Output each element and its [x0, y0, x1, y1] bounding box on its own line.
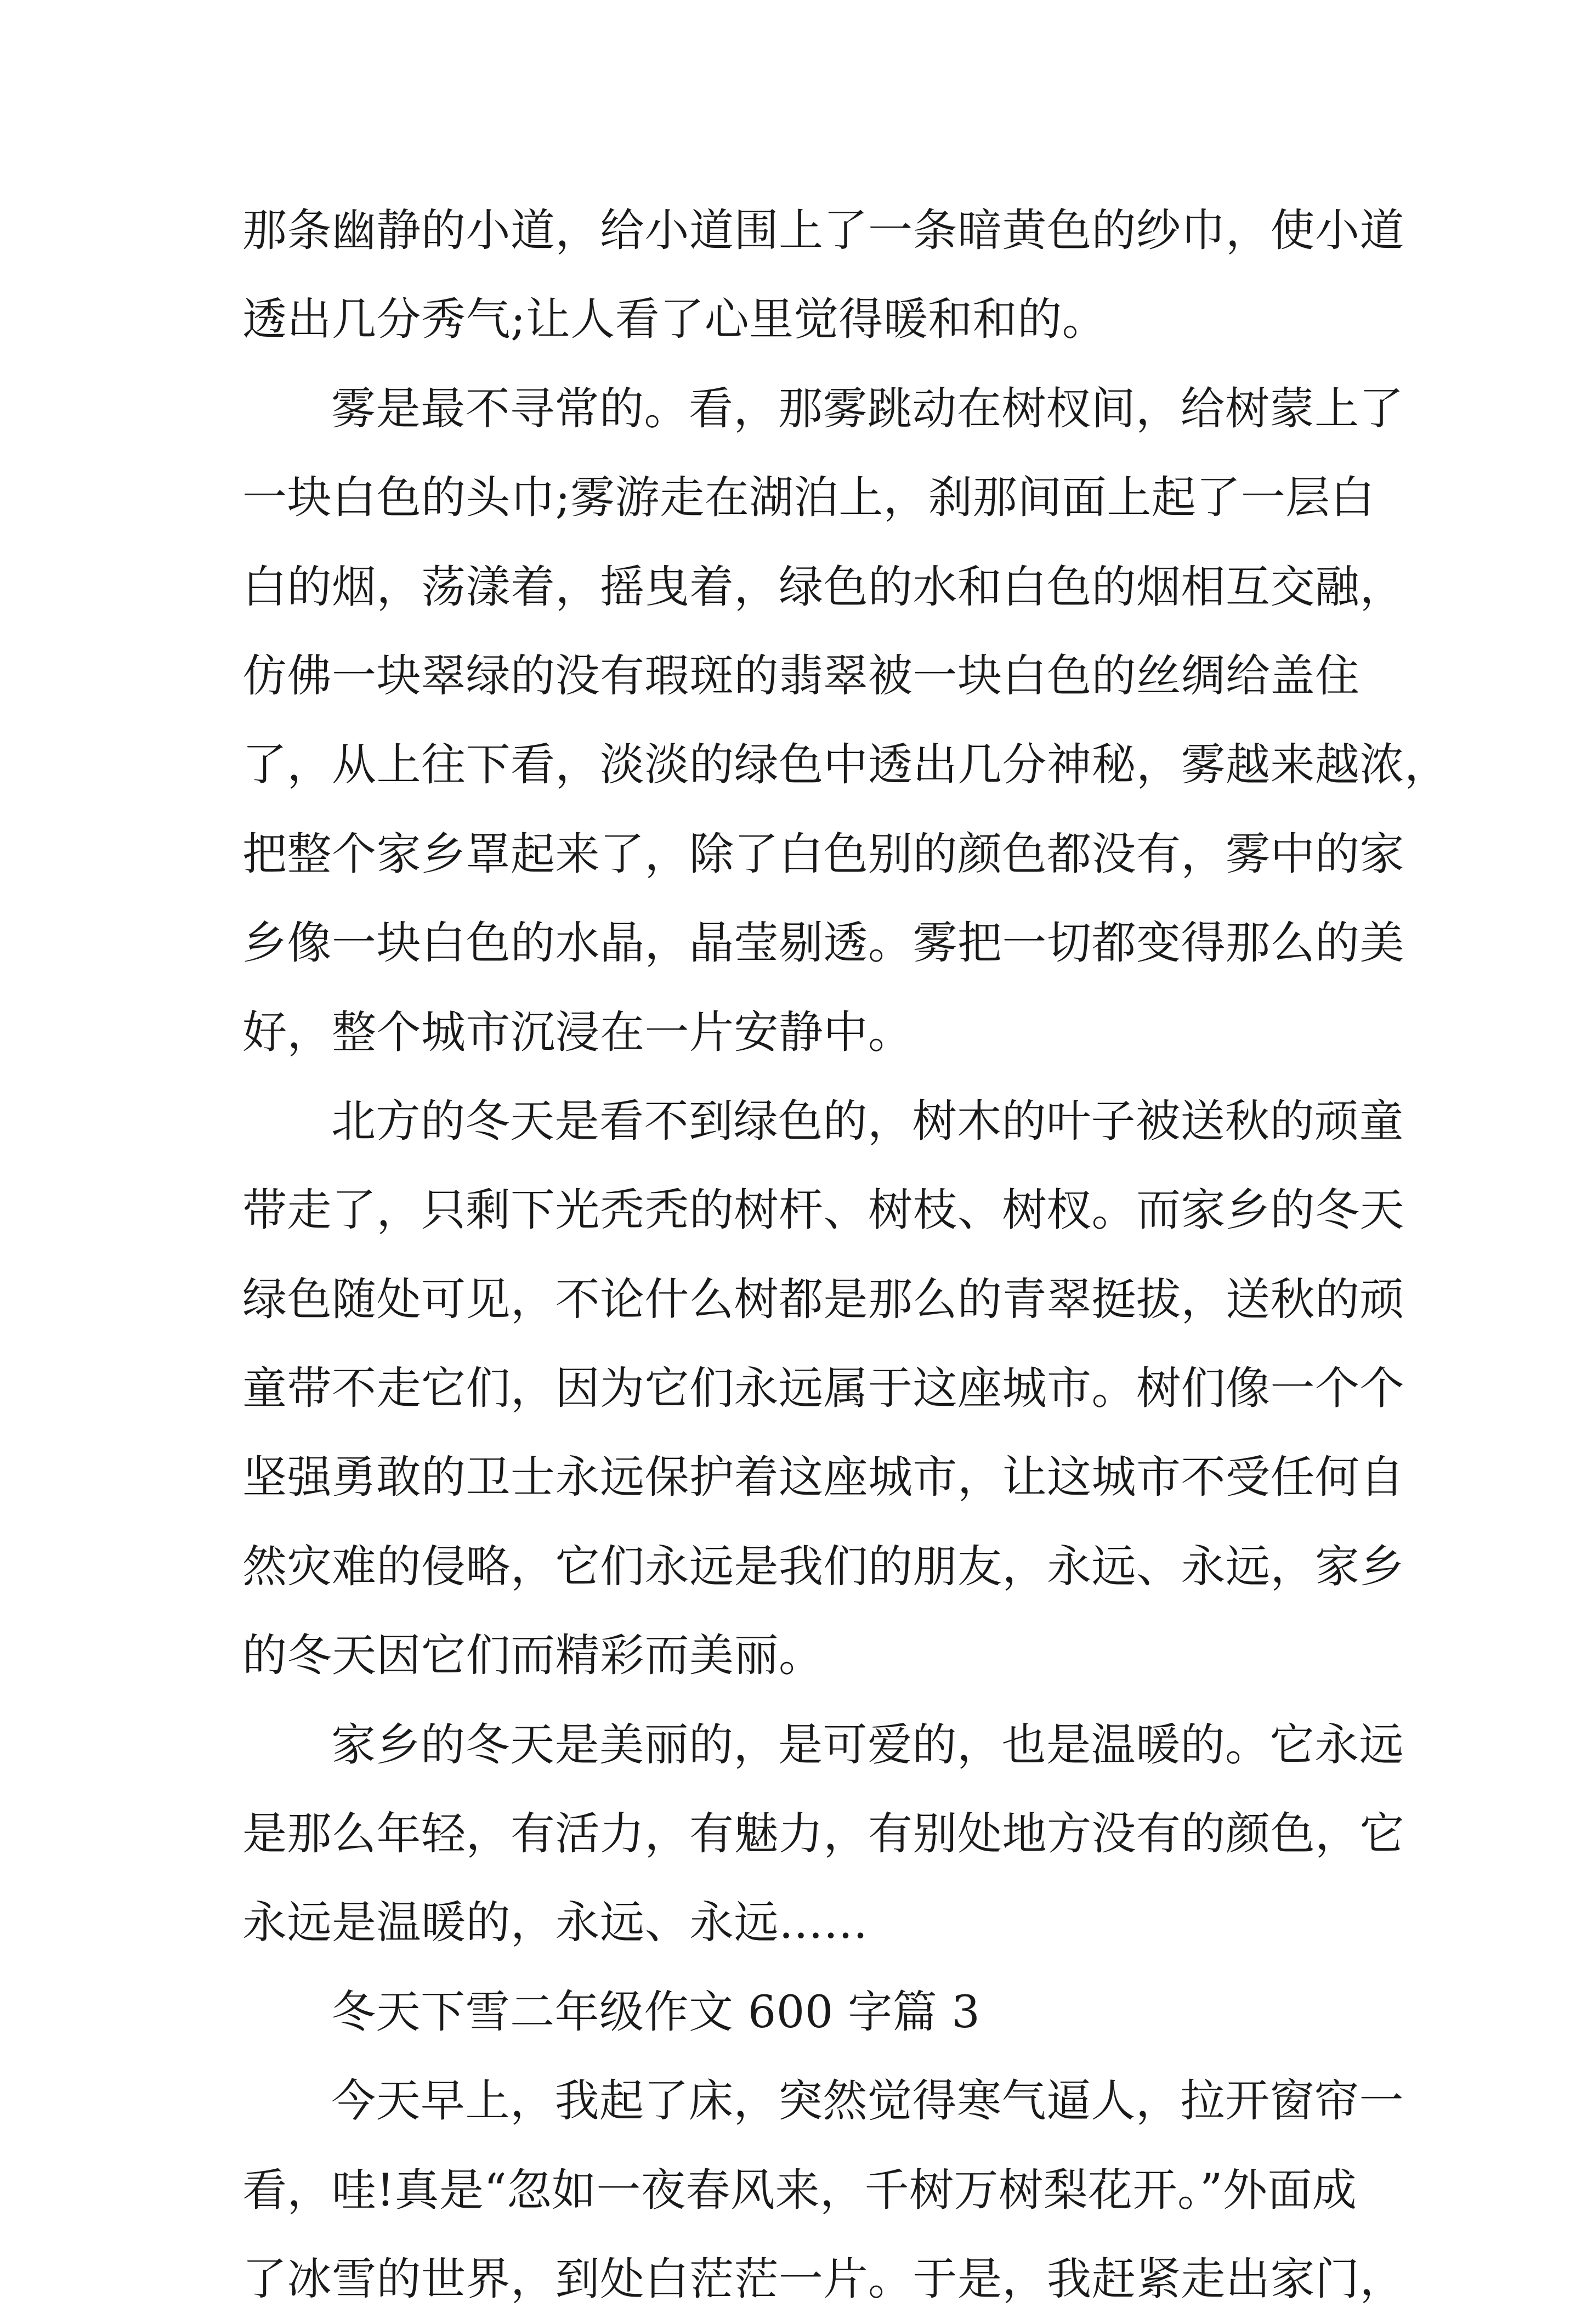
text-line: 带走了，只剩下光秃秃的树杆、树枝、树杈。而家乡的冬天	[242, 1185, 1405, 1237]
text-line: 仿佛一块翠绿的没有瑕斑的翡翠被一块白色的丝绸给盖住	[242, 650, 1360, 702]
text-line: 了，从上往下看，淡淡的绿色中透出几分神秘，雾越来越浓，	[242, 739, 1449, 791]
text-line: 北方的冬天是看不到绿色的，树木的叶子被送秋的顽童	[331, 1095, 1404, 1147]
text-line: 白的烟，荡漾着，摇曳着，绿色的水和白色的烟相互交融，	[242, 561, 1405, 613]
section-heading: 冬天下雪二年级作文 600 字篇 3	[331, 1986, 980, 2038]
text-line: 然灾难的侵略，它们永远是我们的朋友，永远、永远，家乡	[242, 1541, 1405, 1593]
text-line: 今天早上，我起了床，突然觉得寒气逼人，拉开窗帘一	[331, 2076, 1404, 2128]
text-line: 把整个家乡罩起来了，除了白色别的颜色都没有，雾中的家	[242, 828, 1405, 880]
text-line: 了冰雪的世界，到处白茫茫一片。于是，我赶紧走出家门，	[242, 2253, 1405, 2305]
text-line: 一块白色的头巾;雾游走在湖泊上，刹那间面上起了一层白	[242, 472, 1375, 524]
text-line: 乡像一块白色的水晶，晶莹剔透。雾把一切都变得那么的美	[242, 918, 1405, 970]
text-line: 透出几分秀气;让人看了心里觉得暖和和的。	[242, 294, 1107, 346]
text-line: 童带不走它们，因为它们永远属于这座城市。树们像一个个	[242, 1363, 1405, 1415]
text-line: 绿色随处可见，不论什么树都是那么的青翠挺拔，送秋的顽	[242, 1274, 1405, 1326]
text-line: 的冬天因它们而精彩而美丽。	[242, 1630, 824, 1682]
text-line: 坚强勇敢的卫士永远保护着这座城市，让这城市不受任何自	[242, 1452, 1405, 1504]
text-line: 看，哇!真是“忽如一夜春风来，千树万树梨花开。”外面成	[242, 2164, 1357, 2216]
text-line: 那条幽静的小道，给小道围上了一条暗黄色的纱巾，使小道	[242, 205, 1405, 257]
text-line: 是那么年轻，有活力，有魅力，有别处地方没有的颜色，它	[242, 1808, 1405, 1861]
document-body	[242, 186, 1449, 2324]
text-line: 家乡的冬天是美丽的，是可爱的，也是温暖的。它永远	[331, 1719, 1404, 1771]
text-line: 永远是温暖的，永远、永远……	[242, 1897, 869, 1949]
text-line: 雾是最不寻常的。看，那雾跳动在树杈间，给树蒙上了	[331, 383, 1404, 435]
text-line: 好，整个城市沉浸在一片安静中。	[242, 1006, 913, 1059]
